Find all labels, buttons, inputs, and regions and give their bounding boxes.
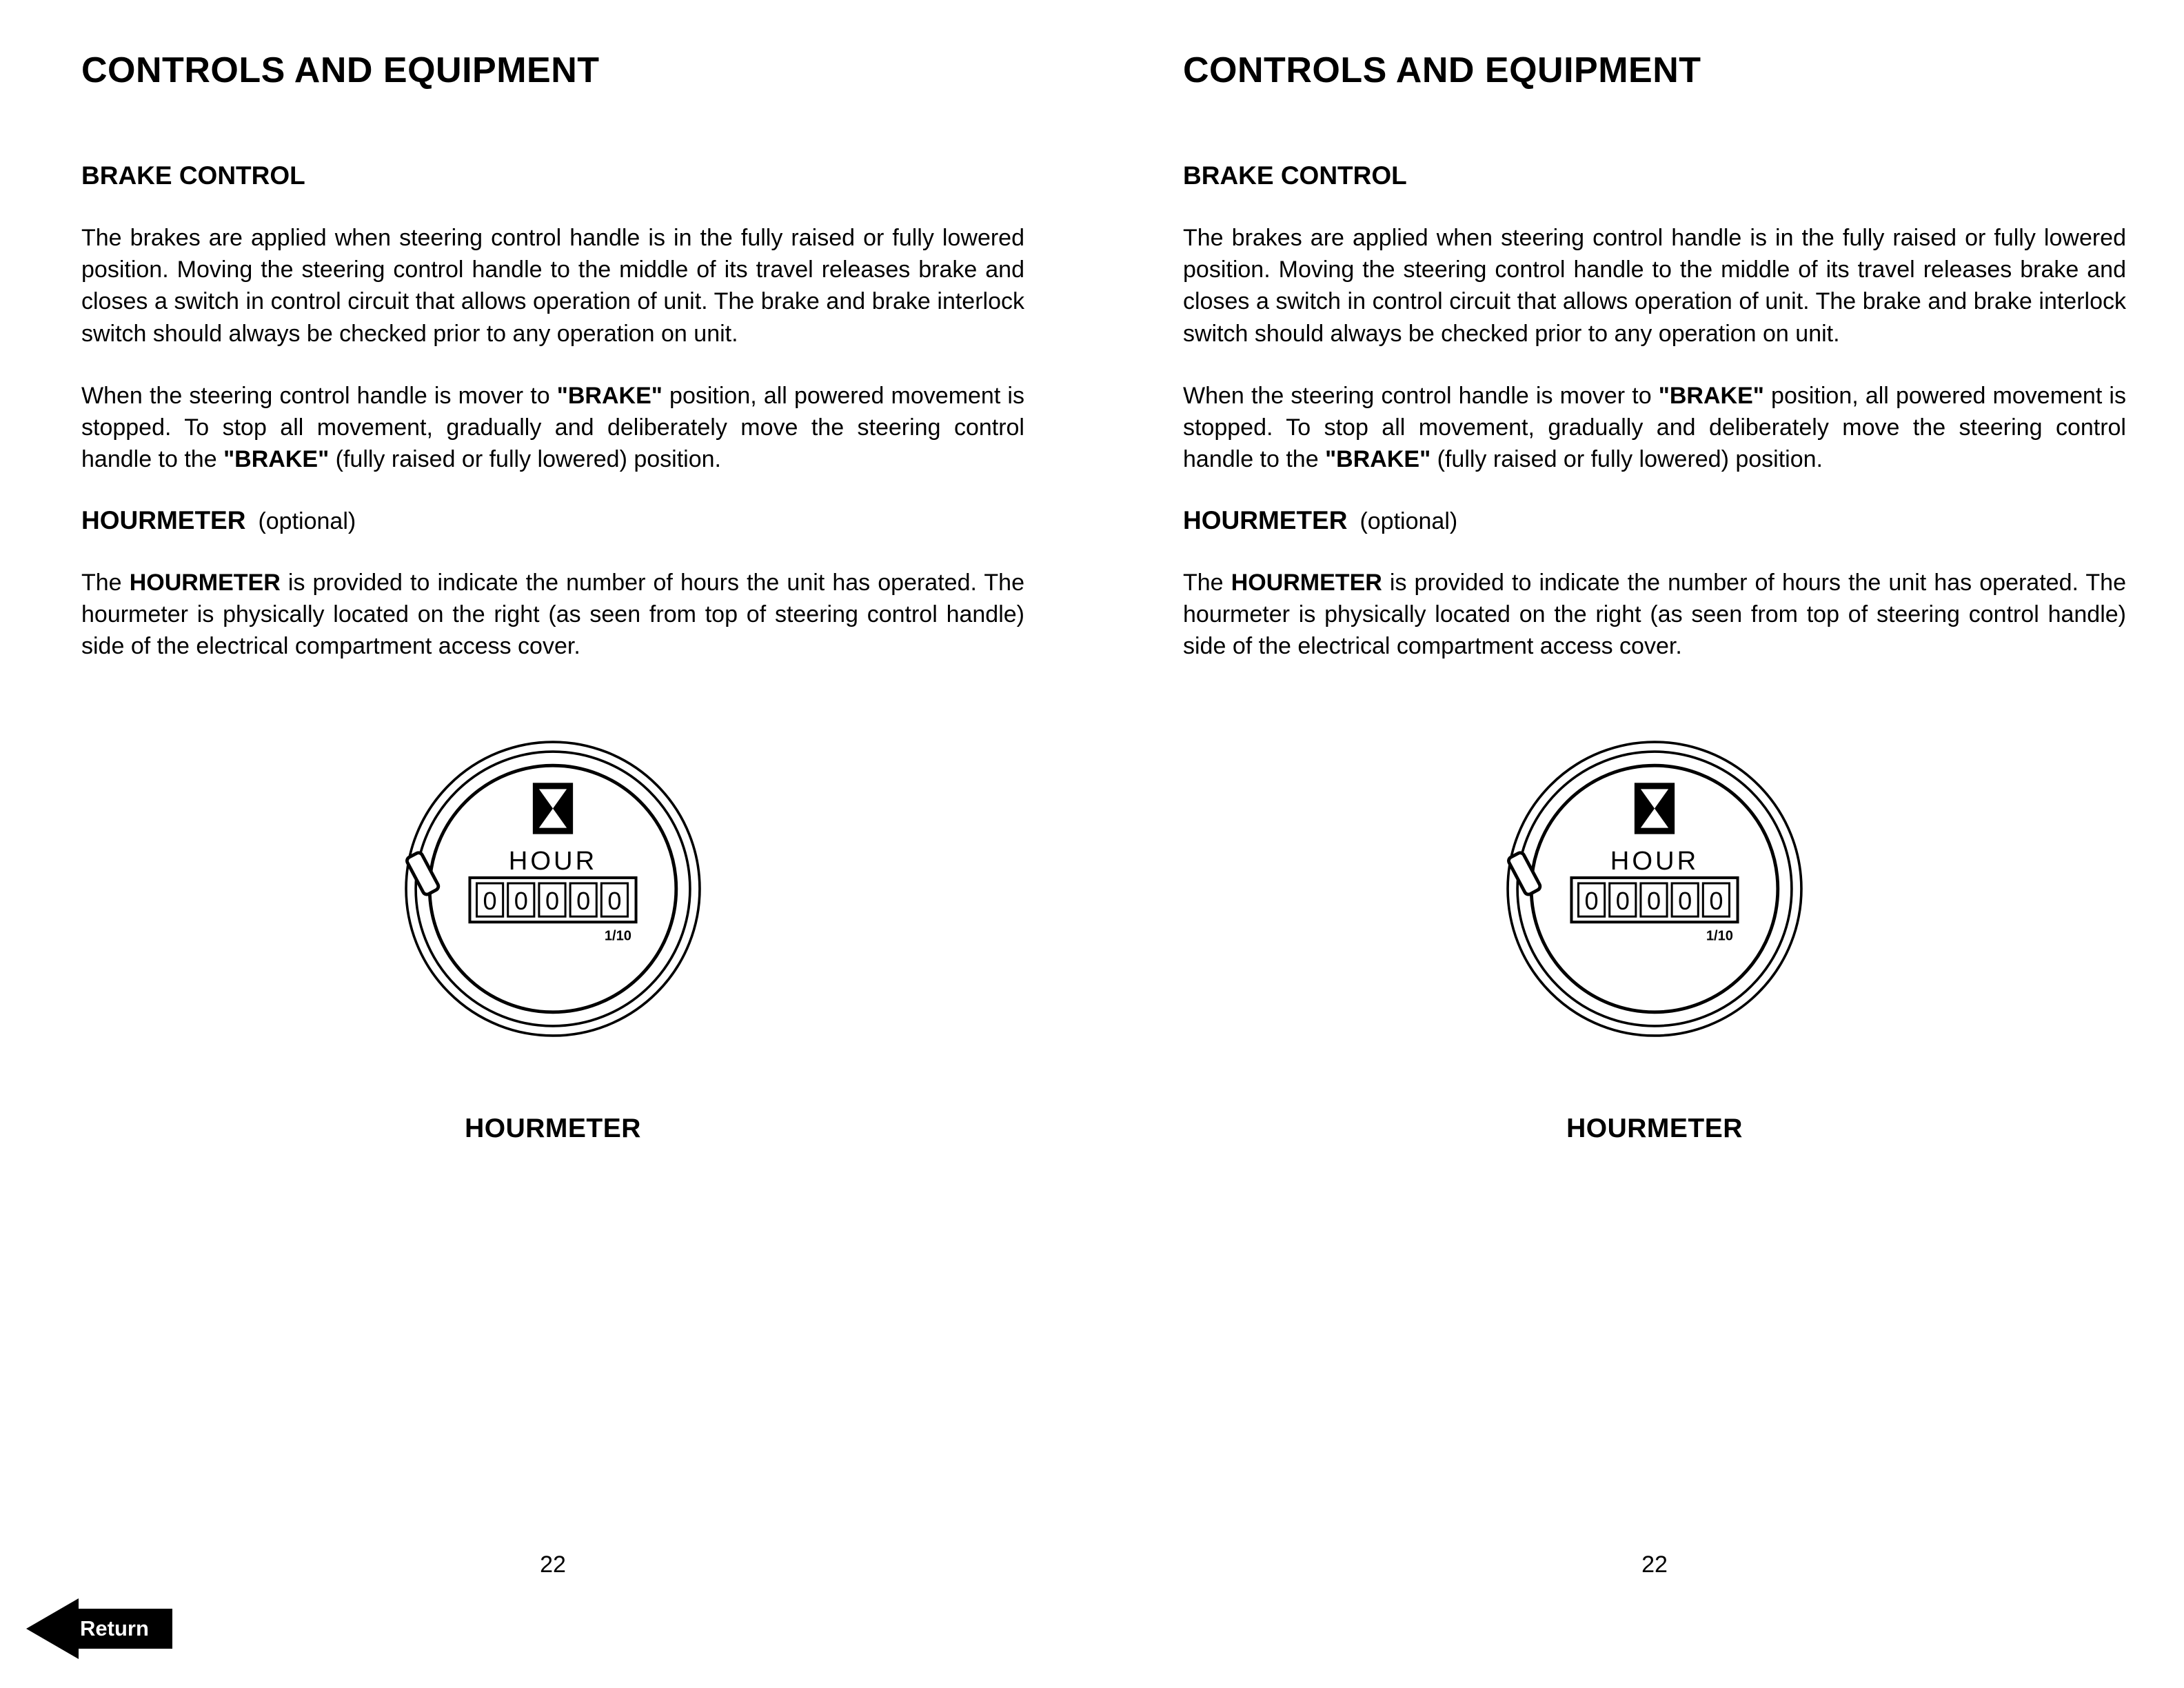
counter-digit: 0	[1584, 887, 1599, 916]
text-segment-bold: "BRAKE"	[1658, 382, 1764, 409]
hourmeter-gauge-illustration	[81, 736, 1024, 1045]
hourmeter-heading-optional: (optional)	[1359, 508, 1458, 534]
brake-control-heading: BRAKE CONTROL	[81, 161, 305, 190]
page-title: CONTROLS AND EQUIPMENT	[81, 50, 600, 90]
brake-paragraph-1: The brakes are applied when steering control handle is in the fully raised or fully lowered position. Moving the steering control handle to the middle of its travel releases brake and closes a switch in control circuit that allows operation of unit. The brake and brake interlock switch should always be checked prior to any operation on unit.	[81, 225, 1024, 347]
counter-digit: 0	[607, 887, 622, 916]
text-segment-bold: "BRAKE"	[556, 382, 663, 409]
counter-digit: 0	[1678, 887, 1692, 916]
hourmeter-gauge-illustration	[1183, 736, 2126, 1045]
tenths-label: 1/10	[604, 928, 631, 944]
text-segment: is provided to indicate the number of hours the unit has operated. The hourmeter is physically located on the right (as seen from top of steering control handle) side of the electrical compartment access cover.	[81, 569, 1024, 660]
text-segment: (fully raised or fully lowered) position.	[1430, 446, 1823, 473]
brake-paragraph-2	[1183, 380, 2126, 476]
counter-digit: 0	[576, 887, 591, 916]
gauge-hour-label: HOUR	[1610, 846, 1699, 876]
text-segment: is provided to indicate the number of hours the unit has operated. The hourmeter is physically located on the right (as seen from top of steering control handle) side of the electrical compartment access cover.	[1183, 569, 2126, 660]
brake-paragraph-1: The brakes are applied when steering control handle is in the fully raised or fully lowered position. Moving the steering control handle to the middle of its travel releases brake and closes a switch in control circuit that allows operation of unit. The brake and brake interlock switch should always be checked prior to any operation on unit.	[1183, 225, 2126, 347]
text-segment: The	[81, 569, 130, 596]
text-segment: When the steering control handle is mover to	[1183, 382, 1659, 409]
counter-digit: 0	[1709, 887, 1723, 916]
text-segment: When the steering control handle is mover to	[81, 382, 557, 409]
hourmeter-heading-bold: HOURMETER	[1183, 505, 1348, 534]
hourmeter-caption: HOURMETER	[1566, 1114, 1743, 1144]
text-segment-bold: HOURMETER	[129, 569, 281, 596]
counter-digit: 0	[545, 887, 560, 916]
page-number: 22	[1641, 1551, 1668, 1578]
counter-digit: 0	[1646, 887, 1661, 916]
return-button[interactable]	[26, 1598, 172, 1659]
counter-digit: 0	[483, 887, 497, 916]
text-segment: position, all powered movement is stopped. To stop all movement, gradually and deliberately move the steering control handle to the	[1183, 382, 2126, 473]
manual-page-left	[81, 50, 1024, 1656]
hourmeter-gauge	[1502, 736, 1807, 1041]
hourmeter-paragraph	[81, 567, 1024, 663]
hourmeter-heading-optional: (optional)	[258, 508, 356, 534]
tenths-label: 1/10	[1706, 928, 1733, 944]
text-segment-bold: HOURMETER	[1231, 569, 1382, 596]
hourmeter-heading-bold: HOURMETER	[81, 505, 246, 534]
counter-digit: 0	[514, 887, 528, 916]
gauge-hour-label: HOUR	[508, 846, 598, 876]
hourmeter-paragraph	[1183, 567, 2126, 663]
text-segment: position, all powered movement is stopped. To stop all movement, gradually and deliberately move the steering control handle to the	[81, 382, 1024, 473]
hourmeter-heading	[81, 506, 1024, 535]
text-segment-bold: "BRAKE"	[1325, 446, 1431, 473]
hourmeter-gauge	[401, 736, 705, 1041]
page-number: 22	[540, 1551, 566, 1578]
return-arrow-icon	[26, 1598, 79, 1659]
return-button-label: Return	[74, 1609, 172, 1649]
text-segment-bold: "BRAKE"	[223, 446, 330, 473]
hourmeter-caption: HOURMETER	[465, 1114, 641, 1144]
hourmeter-heading	[1183, 506, 2126, 535]
manual-page-right	[1183, 50, 2126, 1656]
brake-paragraph-2	[81, 380, 1024, 476]
page-title: CONTROLS AND EQUIPMENT	[1183, 50, 1701, 90]
counter-digit: 0	[1615, 887, 1630, 916]
brake-control-heading: BRAKE CONTROL	[1183, 161, 1407, 190]
text-segment: The	[1183, 569, 1231, 596]
text-segment: (fully raised or fully lowered) position.	[329, 446, 721, 473]
